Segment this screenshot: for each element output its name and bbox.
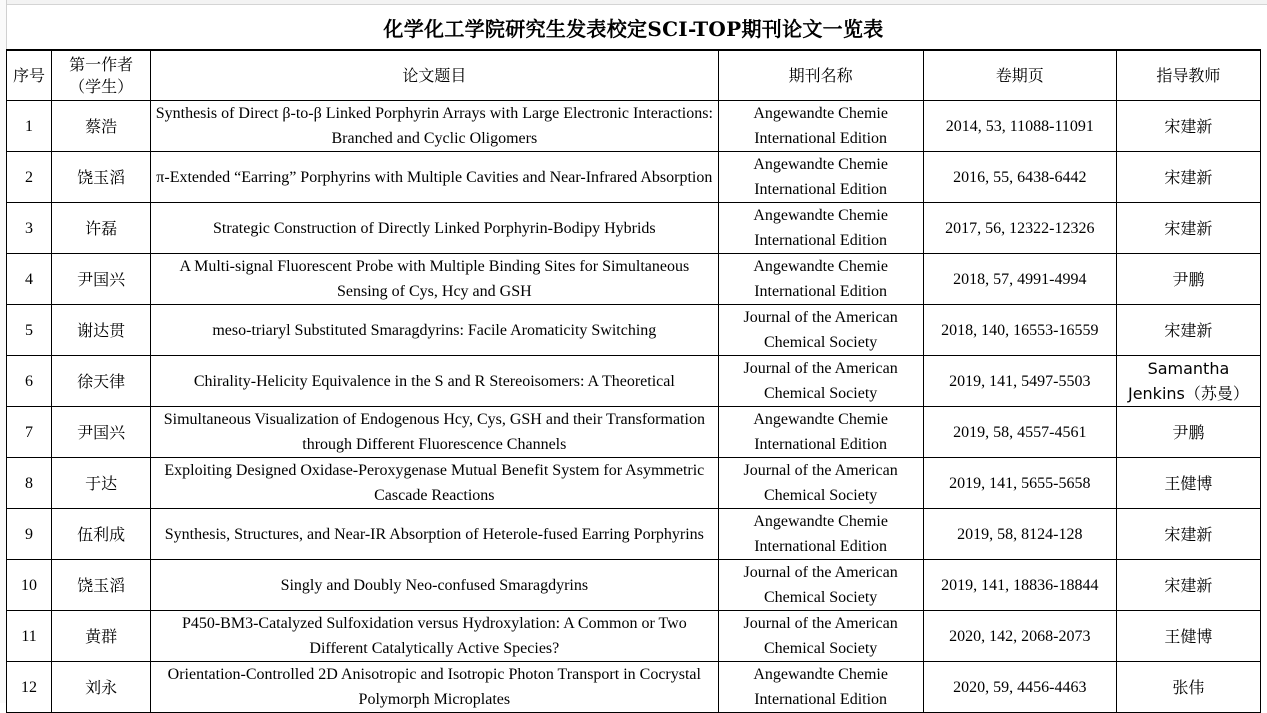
cell-author[interactable]: 尹国兴 xyxy=(52,254,151,305)
cell-no[interactable]: 5 xyxy=(7,305,52,356)
cell-paper-title[interactable]: Strategic Construction of Directly Linked Porphyrin-Bodipy Hybrids xyxy=(151,203,718,254)
cell-advisor[interactable]: 宋建新 xyxy=(1116,203,1260,254)
cell-advisor[interactable]: 尹鹏 xyxy=(1116,407,1260,458)
cell-journal[interactable]: Journal of the American Chemical Society xyxy=(718,560,923,611)
cell-no[interactable]: 7 xyxy=(7,407,52,458)
cell-volume-pages[interactable]: 2019, 58, 4557-4561 xyxy=(923,407,1116,458)
cell-paper-title[interactable]: P450-BM3-Catalyzed Sulfoxidation versus Hydroxylation: A Common or Two Different Catalytically Active Species? xyxy=(151,611,718,662)
cell-volume-pages[interactable]: 2020, 142, 2068-2073 xyxy=(923,611,1116,662)
table-body xyxy=(7,101,1261,713)
cell-author[interactable]: 饶玉滔 xyxy=(52,560,151,611)
cell-advisor[interactable]: 宋建新 xyxy=(1116,509,1260,560)
cell-advisor[interactable]: 张伟 xyxy=(1116,662,1260,713)
cell-advisor[interactable]: 王健博 xyxy=(1116,611,1260,662)
cell-author[interactable]: 伍利成 xyxy=(52,509,151,560)
header-no[interactable]: 序号 xyxy=(7,51,52,101)
header-advisor[interactable]: 指导教师 xyxy=(1116,51,1260,101)
cell-author[interactable]: 徐天律 xyxy=(52,356,151,407)
cell-volume-pages[interactable]: 2019, 141, 5655-5658 xyxy=(923,458,1116,509)
cell-journal[interactable]: Angewandte Chemie International Edition xyxy=(718,509,923,560)
cell-volume-pages[interactable]: 2014, 53, 11088-11091 xyxy=(923,101,1116,152)
cell-paper-title[interactable]: Synthesis of Direct β-to-β Linked Porphyrin Arrays with Large Electronic Interactions: Branched and Cyclic Oligomers xyxy=(151,101,718,152)
cell-journal[interactable]: Journal of the American Chemical Society xyxy=(718,305,923,356)
cell-journal[interactable]: Angewandte Chemie International Edition xyxy=(718,101,923,152)
table-row xyxy=(7,254,1261,305)
cell-volume-pages[interactable]: 2016, 55, 6438-6442 xyxy=(923,152,1116,203)
cell-journal[interactable]: Angewandte Chemie International Edition xyxy=(718,203,923,254)
cell-no[interactable]: 1 xyxy=(7,101,52,152)
cell-paper-title[interactable]: Chirality-Helicity Equivalence in the S and R Stereoisomers: A Theoretical xyxy=(151,356,718,407)
cell-no[interactable]: 11 xyxy=(7,611,52,662)
table-row xyxy=(7,611,1261,662)
cell-advisor[interactable]: Samantha Jenkins（苏曼） xyxy=(1116,356,1260,407)
cell-advisor[interactable]: 尹鹏 xyxy=(1116,254,1260,305)
cell-author[interactable]: 蔡浩 xyxy=(52,101,151,152)
header-journal[interactable]: 期刊名称 xyxy=(718,51,923,101)
cell-journal[interactable]: Angewandte Chemie International Edition xyxy=(718,152,923,203)
cell-journal[interactable]: Journal of the American Chemical Society xyxy=(718,458,923,509)
table-row xyxy=(7,305,1261,356)
header-author[interactable]: 第一作者（学生） xyxy=(52,51,151,101)
cell-paper-title[interactable]: π-Extended “Earring” Porphyrins with Multiple Cavities and Near-Infrared Absorption xyxy=(151,152,718,203)
header-paper-title[interactable]: 论文题目 xyxy=(151,51,718,101)
cell-advisor[interactable]: 宋建新 xyxy=(1116,305,1260,356)
cell-author[interactable]: 饶玉滔 xyxy=(52,152,151,203)
cell-no[interactable]: 8 xyxy=(7,458,52,509)
papers-table xyxy=(6,50,1261,713)
cell-author[interactable]: 许磊 xyxy=(52,203,151,254)
cell-no[interactable]: 10 xyxy=(7,560,52,611)
table-row xyxy=(7,356,1261,407)
cell-paper-title[interactable]: meso-triaryl Substituted Smaragdyrins: Facile Aromaticity Switching xyxy=(151,305,718,356)
cell-no[interactable]: 3 xyxy=(7,203,52,254)
cell-volume-pages[interactable]: 2019, 141, 18836-18844 xyxy=(923,560,1116,611)
header-volume-pages[interactable]: 卷期页 xyxy=(923,51,1116,101)
cell-paper-title[interactable]: Exploiting Designed Oxidase-Peroxygenase Mutual Benefit System for Asymmetric Cascade Reactions xyxy=(151,458,718,509)
cell-journal[interactable]: Journal of the American Chemical Society xyxy=(718,611,923,662)
table-row xyxy=(7,662,1261,713)
cell-advisor[interactable]: 王健博 xyxy=(1116,458,1260,509)
table-row xyxy=(7,509,1261,560)
cell-paper-title[interactable]: Orientation-Controlled 2D Anisotropic and Isotropic Photon Transport in Cocrystal Polymorph Microplates xyxy=(151,662,718,713)
table-row xyxy=(7,101,1261,152)
cell-volume-pages[interactable]: 2018, 140, 16553-16559 xyxy=(923,305,1116,356)
cell-author[interactable]: 刘永 xyxy=(52,662,151,713)
cell-author[interactable]: 黄群 xyxy=(52,611,151,662)
cell-journal[interactable]: Angewandte Chemie International Edition xyxy=(718,407,923,458)
cell-volume-pages[interactable]: 2019, 141, 5497-5503 xyxy=(923,356,1116,407)
cell-advisor[interactable]: 宋建新 xyxy=(1116,101,1260,152)
cell-paper-title[interactable]: A Multi-signal Fluorescent Probe with Multiple Binding Sites for Simultaneous Sensing of Cys, Hcy and GSH xyxy=(151,254,718,305)
cell-no[interactable]: 4 xyxy=(7,254,52,305)
cell-advisor[interactable]: 宋建新 xyxy=(1116,152,1260,203)
cell-paper-title[interactable]: Synthesis, Structures, and Near-IR Absorption of Heterole-fused Earring Porphyrins xyxy=(151,509,718,560)
table-row xyxy=(7,203,1261,254)
cell-no[interactable]: 2 xyxy=(7,152,52,203)
cell-volume-pages[interactable]: 2019, 58, 8124-128 xyxy=(923,509,1116,560)
table-row xyxy=(7,458,1261,509)
cell-journal[interactable]: Journal of the American Chemical Society xyxy=(718,356,923,407)
cell-author[interactable]: 谢达贯 xyxy=(52,305,151,356)
header-row xyxy=(7,51,1261,101)
cell-no[interactable]: 6 xyxy=(7,356,52,407)
cell-journal[interactable]: Angewandte Chemie International Edition xyxy=(718,254,923,305)
cell-journal[interactable]: Angewandte Chemie International Edition xyxy=(718,662,923,713)
cell-advisor[interactable]: 宋建新 xyxy=(1116,560,1260,611)
cell-no[interactable]: 12 xyxy=(7,662,52,713)
table-row xyxy=(7,407,1261,458)
cell-no[interactable]: 9 xyxy=(7,509,52,560)
table-row xyxy=(7,560,1261,611)
cell-volume-pages[interactable]: 2020, 59, 4456-4463 xyxy=(923,662,1116,713)
cell-volume-pages[interactable]: 2017, 56, 12322-12326 xyxy=(923,203,1116,254)
cell-paper-title[interactable]: Singly and Doubly Neo-confused Smaragdyrins xyxy=(151,560,718,611)
table-row xyxy=(7,152,1261,203)
cell-author[interactable]: 于达 xyxy=(52,458,151,509)
cell-volume-pages[interactable]: 2018, 57, 4991-4994 xyxy=(923,254,1116,305)
cell-author[interactable]: 尹国兴 xyxy=(52,407,151,458)
sheet-title: 化学化工学院研究生发表校定SCI-TOP期刊论文一览表 xyxy=(6,5,1261,50)
cell-paper-title[interactable]: Simultaneous Visualization of Endogenous Hcy, Cys, GSH and their Transformation through Different Fluorescence Channels xyxy=(151,407,718,458)
